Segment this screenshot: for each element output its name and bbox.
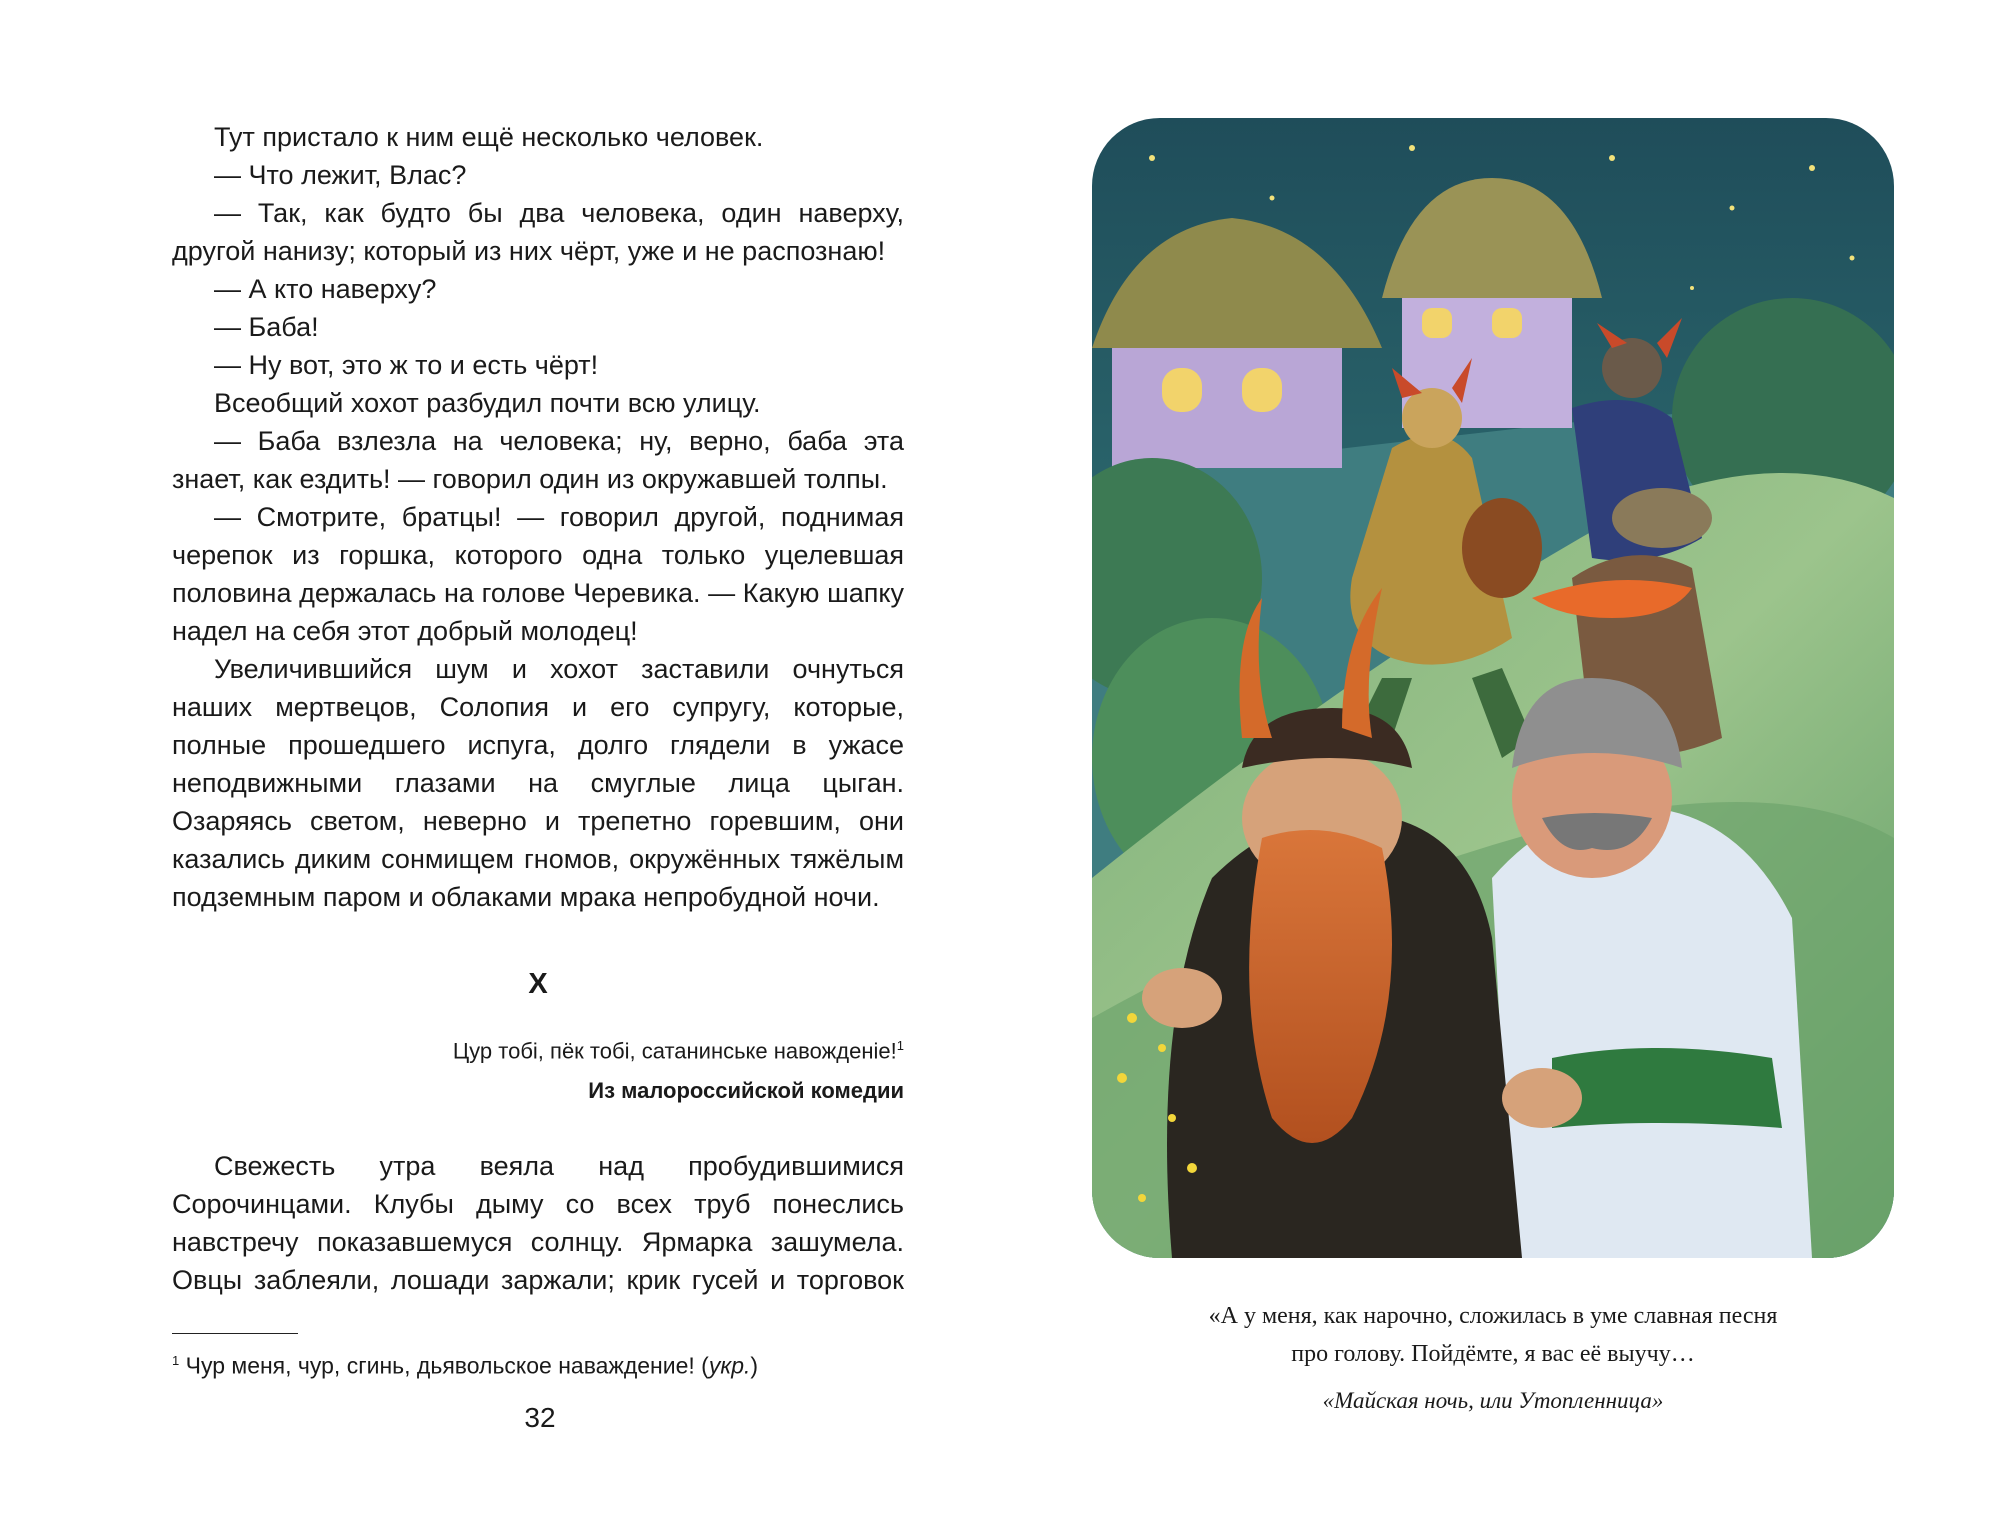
paragraph: Тут пристало к ним ещё несколько человек. (214, 122, 764, 152)
footnote-close: ) (750, 1352, 759, 1379)
dialogue-line: — Баба! (214, 312, 319, 342)
dialogue-line: — Баба взлезла на человека; ну, верно, баба эта знает, как ездить! — говорил один из окружавшей толпы. (172, 426, 904, 494)
paragraph: Увеличившийся шум и хохот заставили очнуться наших мертвецов, Солопия и его супругу, которые, полные прошедшего испуга, долго глядели в ужасе неподвижными глазами на смуглые лица цыган. Озаряясь светом, неверно и трепетно горевшим, они казались диким сонмищем гномов, окружённых тяжёлым подземным паром и облаками мрака непробудной ночи. (172, 654, 904, 912)
caption-source: «Майская ночь, или Утопленница» (1322, 1388, 1664, 1413)
dialogue-line: — Ну вот, это ж то и есть чёрт! (214, 350, 599, 380)
epigraph-source: Из малороссийской комедии (588, 1078, 904, 1104)
footnote-mark: 1 (172, 1353, 180, 1368)
paragraph: Всеобщий хохот разбудил почти всю улицу. (214, 388, 761, 418)
footnote-divider (172, 1333, 298, 1334)
chapter-number: X (528, 968, 548, 1000)
caption-line: «А у меня, как нарочно, сложилась в уме славная песня (1208, 1303, 1778, 1329)
epigraph (172, 1026, 904, 1071)
book-illustration (1092, 118, 1894, 1258)
left-page-text (172, 118, 904, 1299)
dialogue-line: — Смотрите, братцы! — говорил другой, поднимая черепок из горшка, которого одна только уцелевшая половина держалась на голове Черевика. — Какую шапку надел на себя этот добрый молодец! (172, 502, 904, 646)
epigraph-text: Цур тобі, пёк тобі, сатанинське навожденіе! (452, 1038, 897, 1064)
dialogue-line: — А кто наверху? (214, 274, 437, 304)
dialogue-line: — Так, как будто бы два человека, один наверху, другой нанизу; который из них чёрт, уже и не распознаю! (172, 198, 904, 266)
footnote (172, 1344, 904, 1383)
illustration-caption (1092, 1297, 1894, 1373)
dialogue-line: — Что лежит, Влас? (214, 160, 467, 190)
footnote-language: укр. (708, 1352, 751, 1379)
footnote-reference: 1 (896, 1038, 904, 1053)
footnote-text: Чур меня, чур, сгинь, дьявольское наваждение! ( (179, 1352, 709, 1379)
caption-line: про голову. Пойдёмте, я вас её выучу… (1291, 1341, 1695, 1367)
paragraph: Свежесть утра веяла над пробудившимися Сорочинцами. Клубы дыму со всех труб понеслись навстречу показавшемуся солнцу. Ярмарка зашумела. Овцы заблеяли, лошади заржали; крик гусей и торговок (172, 1151, 904, 1296)
page-number: 32 (524, 1402, 556, 1433)
